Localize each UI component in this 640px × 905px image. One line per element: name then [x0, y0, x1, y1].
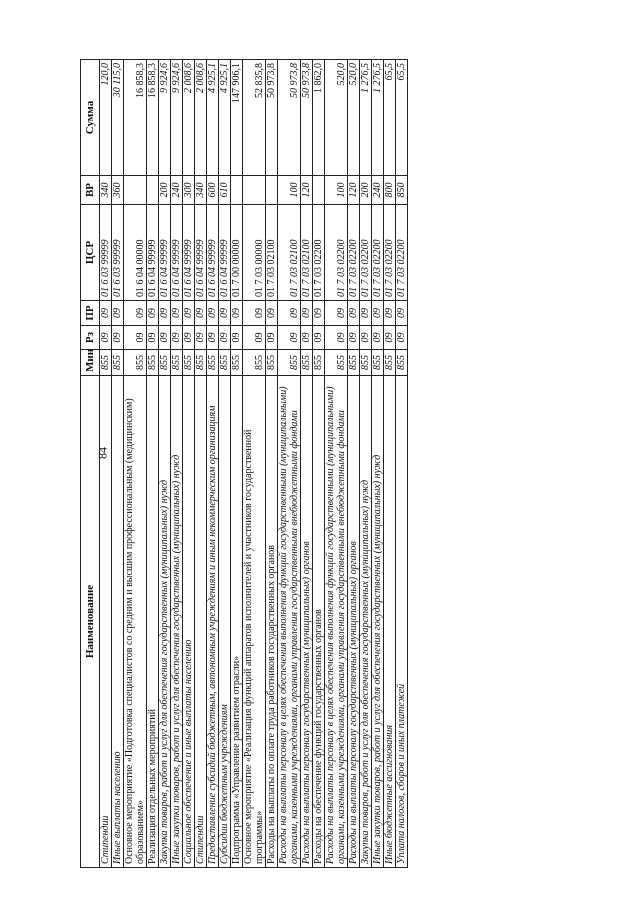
cell-name: Стипендии: [100, 376, 112, 868]
header-vr: ВР: [81, 176, 100, 205]
cell-vr: 200: [159, 176, 171, 205]
table-row: [195, 60, 207, 868]
cell-name: Основное мероприятие «Реализация функций аппаратов исполнителей и участников государственной программы»: [243, 376, 266, 868]
cell-csr: 01 7 03 02200: [372, 205, 384, 301]
cell-min: 855: [384, 350, 396, 376]
table-row: [396, 60, 408, 868]
table-row: [313, 60, 325, 868]
cell-vr: 120: [301, 176, 313, 205]
cell-vr: [243, 176, 266, 205]
cell-rz: 09: [348, 326, 360, 350]
cell-pr: 09: [171, 301, 183, 326]
cell-vr: [124, 176, 147, 205]
cell-sum: 520,0: [325, 60, 348, 176]
cell-csr: 01 6 03 99999: [100, 205, 112, 301]
cell-vr: 850: [396, 176, 408, 205]
cell-pr: 09: [183, 301, 195, 326]
budget-table: [80, 59, 408, 868]
cell-csr: 01 7 03 02200: [325, 205, 348, 301]
cell-min: 855: [112, 350, 124, 376]
cell-sum: 1 276,5: [372, 60, 384, 176]
cell-rz: 09: [147, 326, 159, 350]
cell-pr: 09: [207, 301, 219, 326]
cell-vr: 600: [207, 176, 219, 205]
cell-rz: 09: [183, 326, 195, 350]
cell-sum: 16 858,3: [147, 60, 159, 176]
cell-csr: 01 6 03 99999: [112, 205, 124, 301]
cell-rz: 09: [372, 326, 384, 350]
cell-sum: 4 925,1: [219, 60, 231, 176]
cell-vr: 240: [372, 176, 384, 205]
cell-csr: 01 6 04 99999: [219, 205, 231, 301]
cell-name: Расходы на выплаты по оплате труда работников государственных органов: [266, 376, 278, 868]
header-csr: ЦСР: [81, 205, 100, 301]
cell-sum: 50 973,8: [278, 60, 301, 176]
cell-min: 855: [195, 350, 207, 376]
cell-csr: 01 7 03 02100: [278, 205, 301, 301]
header-name: Наименование: [81, 376, 100, 868]
cell-rz: 09: [396, 326, 408, 350]
cell-name: Социальное обеспечение и иные выплаты населению: [183, 376, 195, 868]
cell-vr: 200: [360, 176, 372, 205]
cell-rz: 09: [360, 326, 372, 350]
table-body: [100, 60, 408, 868]
header-min: Мин: [81, 350, 100, 376]
cell-name: Расходы на выплаты персоналу государственных (муниципальных) органов: [348, 376, 360, 868]
cell-name: Иные закупки товаров, работ и услуг для обеспечения государственных (муниципальных) нужд: [171, 376, 183, 868]
cell-sum: 16 858,3: [124, 60, 147, 176]
cell-min: 855: [243, 350, 266, 376]
cell-min: 855: [124, 350, 147, 376]
cell-csr: 01 7 03 02100: [266, 205, 278, 301]
cell-min: 855: [360, 350, 372, 376]
header-sum: Сумма: [81, 60, 100, 176]
cell-vr: 100: [325, 176, 348, 205]
cell-pr: 09: [278, 301, 301, 326]
cell-vr: 610: [219, 176, 231, 205]
header-pr: ПР: [81, 301, 100, 326]
cell-rz: 09: [301, 326, 313, 350]
cell-sum: 1 276,5: [360, 60, 372, 176]
cell-name: Иные закупки товаров, работ и услуг для обеспечения государственных (муниципальных) нужд: [372, 376, 384, 868]
cell-name: Закупка товаров, работ и услуг для обеспечения государственных (муниципальных) нужд: [360, 376, 372, 868]
table-row: [112, 60, 124, 868]
table-row: [231, 60, 243, 868]
cell-pr: 09: [159, 301, 171, 326]
cell-name: Уплата налогов, сборов и иных платежей: [396, 376, 408, 868]
cell-name: Расходы на обеспечение функций государственных органов: [313, 376, 325, 868]
cell-min: 855: [301, 350, 313, 376]
cell-csr: 01 6 04 99999: [171, 205, 183, 301]
cell-min: 855: [207, 350, 219, 376]
cell-min: 855: [219, 350, 231, 376]
cell-min: 855: [278, 350, 301, 376]
cell-pr: 09: [396, 301, 408, 326]
table-row: [171, 60, 183, 868]
cell-csr: 01 7 00 00000: [231, 205, 243, 301]
table-row: [348, 60, 360, 868]
cell-vr: 340: [100, 176, 112, 205]
cell-rz: 09: [112, 326, 124, 350]
cell-name: Субсидии бюджетным учреждениям: [219, 376, 231, 868]
cell-csr: 01 7 03 02200: [384, 205, 396, 301]
table-row: [147, 60, 159, 868]
cell-vr: 100: [278, 176, 301, 205]
cell-rz: 09: [124, 326, 147, 350]
cell-rz: 09: [278, 326, 301, 350]
cell-rz: 09: [325, 326, 348, 350]
cell-pr: 09: [372, 301, 384, 326]
cell-pr: 09: [301, 301, 313, 326]
cell-pr: 09: [195, 301, 207, 326]
cell-min: 855: [231, 350, 243, 376]
cell-csr: 01 6 04 00000: [124, 205, 147, 301]
cell-min: 855: [100, 350, 112, 376]
cell-vr: [147, 176, 159, 205]
cell-sum: 65,5: [384, 60, 396, 176]
cell-name: Расходы на выплаты персоналу в целях обеспечения выполнения функций государственными (муниципальными) органами, казенными учреждениями, органами управления государственными внебюджетными фондами: [278, 376, 301, 868]
cell-pr: 09: [243, 301, 266, 326]
table-row: [124, 60, 147, 868]
table-row: [159, 60, 171, 868]
cell-vr: [266, 176, 278, 205]
cell-pr: 09: [231, 301, 243, 326]
cell-pr: 09: [112, 301, 124, 326]
cell-min: 855: [313, 350, 325, 376]
cell-vr: 360: [112, 176, 124, 205]
cell-min: 855: [372, 350, 384, 376]
cell-vr: [313, 176, 325, 205]
cell-csr: 01 6 04 99999: [207, 205, 219, 301]
cell-rz: 09: [243, 326, 266, 350]
cell-min: 855: [325, 350, 348, 376]
table-row: [219, 60, 231, 868]
cell-sum: 147 906,1: [231, 60, 243, 176]
table-row: [278, 60, 301, 868]
table-row: [360, 60, 372, 868]
cell-csr: 01 7 03 02100: [301, 205, 313, 301]
cell-pr: 09: [348, 301, 360, 326]
cell-name: Основное мероприятие «Подготовка специалистов со средним и высшим профессиональным (медицинским) образованием»: [124, 376, 147, 868]
cell-vr: [231, 176, 243, 205]
cell-sum: 120,0: [100, 60, 112, 176]
cell-pr: 09: [100, 301, 112, 326]
cell-name: Подпрограмма «Управление развитием отрасли»: [231, 376, 243, 868]
cell-sum: 50 973,8: [266, 60, 278, 176]
cell-name: Предоставление субсидий бюджетным, автономным учреждениям и иным некоммерческим организациям: [207, 376, 219, 868]
cell-min: 855: [348, 350, 360, 376]
cell-rz: 09: [207, 326, 219, 350]
cell-rz: 09: [159, 326, 171, 350]
table-row: [243, 60, 266, 868]
cell-min: 855: [183, 350, 195, 376]
cell-vr: 300: [183, 176, 195, 205]
cell-name: Закупка товаров, работ и услуг для обеспечения государственных (муниципальных) нужд: [159, 376, 171, 868]
cell-vr: 800: [384, 176, 396, 205]
cell-csr: 01 6 04 99999: [147, 205, 159, 301]
table-header-row: [81, 60, 100, 868]
cell-csr: 01 6 04 99999: [159, 205, 171, 301]
cell-name: Реализация отдельных мероприятий: [147, 376, 159, 868]
cell-rz: 09: [313, 326, 325, 350]
cell-sum: 4 925,1: [207, 60, 219, 176]
cell-pr: 09: [384, 301, 396, 326]
cell-csr: 01 7 03 00000: [243, 205, 266, 301]
cell-min: 855: [159, 350, 171, 376]
cell-csr: 01 6 04 99999: [195, 205, 207, 301]
cell-sum: 9 924,6: [171, 60, 183, 176]
cell-csr: 01 7 03 02200: [348, 205, 360, 301]
cell-rz: 09: [231, 326, 243, 350]
cell-min: 855: [171, 350, 183, 376]
cell-csr: 01 6 04 99999: [183, 205, 195, 301]
table-row: [100, 60, 112, 868]
cell-name: Иные бюджетные ассигнования: [384, 376, 396, 868]
table-row: [207, 60, 219, 868]
cell-name: Иные выплаты населению: [112, 376, 124, 868]
cell-sum: 520,0: [348, 60, 360, 176]
cell-vr: 340: [195, 176, 207, 205]
cell-vr: 240: [171, 176, 183, 205]
cell-pr: 09: [219, 301, 231, 326]
cell-pr: 09: [266, 301, 278, 326]
table-row: [325, 60, 348, 868]
table-row: [266, 60, 278, 868]
cell-rz: 09: [266, 326, 278, 350]
cell-pr: 09: [313, 301, 325, 326]
cell-sum: 65,5: [396, 60, 408, 176]
cell-csr: 01 7 03 02200: [313, 205, 325, 301]
cell-sum: 52 835,8: [243, 60, 266, 176]
cell-rz: 09: [384, 326, 396, 350]
cell-pr: 09: [325, 301, 348, 326]
cell-rz: 09: [195, 326, 207, 350]
cell-pr: 09: [147, 301, 159, 326]
budget-table-container: [80, 60, 600, 868]
cell-csr: 01 7 03 02200: [396, 205, 408, 301]
table-row: [384, 60, 396, 868]
cell-sum: 2 008,6: [183, 60, 195, 176]
cell-csr: 01 7 03 02200: [360, 205, 372, 301]
cell-rz: 09: [219, 326, 231, 350]
cell-sum: 50 973,8: [301, 60, 313, 176]
cell-sum: 30 115,0: [112, 60, 124, 176]
cell-rz: 09: [171, 326, 183, 350]
header-rz: Рз: [81, 326, 100, 350]
page-number: 84: [95, 447, 110, 459]
cell-vr: 120: [348, 176, 360, 205]
cell-pr: 09: [360, 301, 372, 326]
cell-rz: 09: [100, 326, 112, 350]
cell-name: Расходы на выплаты персоналу в целях обеспечения выполнения функций государственными (муниципальными) органами, казенными учреждениями, органами управления государственными внебюджетными фондами: [325, 376, 348, 868]
table-row: [372, 60, 384, 868]
cell-name: Стипендии: [195, 376, 207, 868]
cell-min: 855: [147, 350, 159, 376]
cell-sum: 9 924,6: [159, 60, 171, 176]
cell-min: 855: [396, 350, 408, 376]
table-row: [301, 60, 313, 868]
cell-min: 855: [266, 350, 278, 376]
cell-name: Расходы на выплаты персоналу государственных (муниципальных) органов: [301, 376, 313, 868]
cell-pr: 09: [124, 301, 147, 326]
cell-sum: 1 862,0: [313, 60, 325, 176]
cell-sum: 2 008,6: [195, 60, 207, 176]
table-row: [183, 60, 195, 868]
